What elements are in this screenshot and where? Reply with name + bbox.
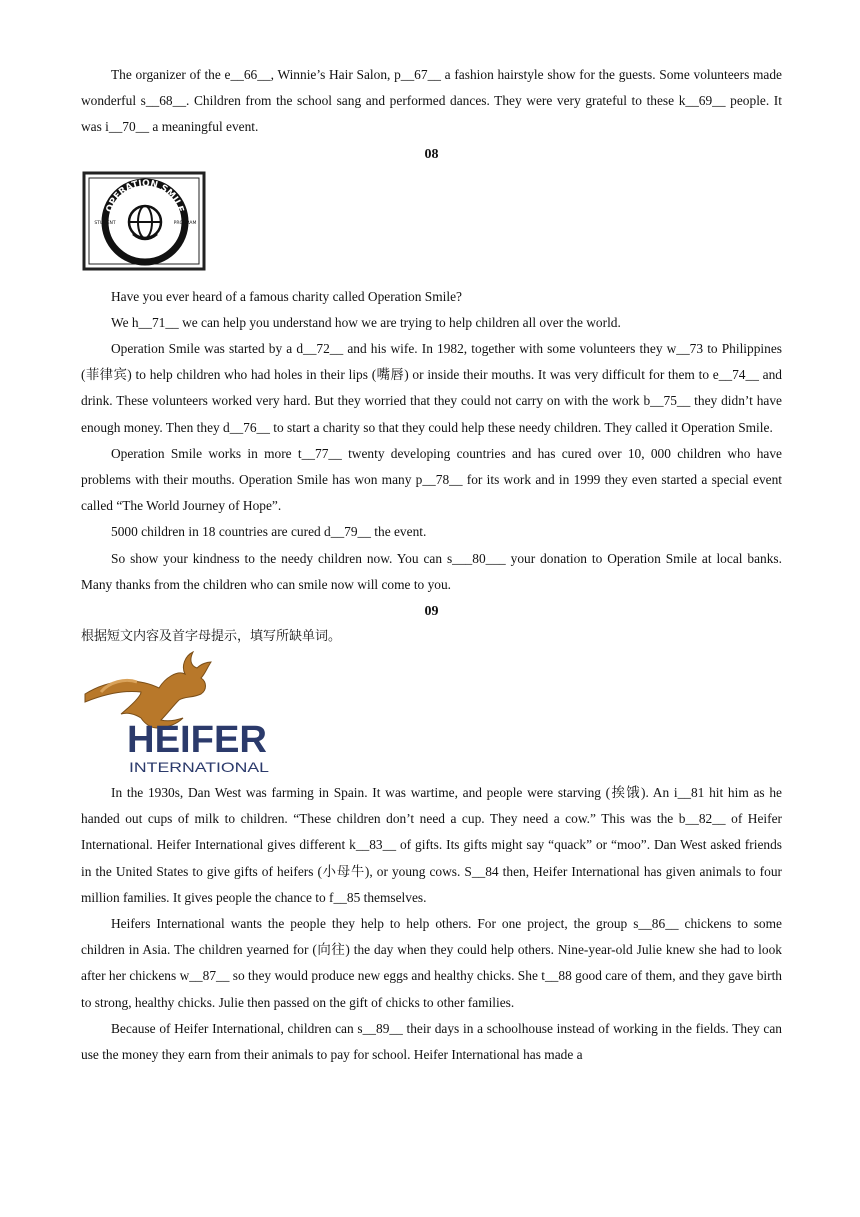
logo-word-international: INTERNATIONAL (129, 759, 270, 776)
heifer-international-logo (81, 648, 273, 776)
section-number-08: 08 (424, 146, 439, 162)
paragraph-72-76: Operation Smile was started by a d__72__ and his wife. In 1982, together with some volunteers they w__73 to Philippines (菲律宾) to help children who had holes in their lips (嘴唇) or inside their mouths. It was very difficult for them to e__74__ and drink. These volunteers worked very hard. But they worried that they could not carry on with the work b__75__ they didn’t have enough money. Then they d__76__ to start a charity so that they could help these needy children. They called it Operation Smile. (81, 341, 782, 435)
logo-text-top: OPERATION SMILE (104, 178, 186, 214)
paragraph-81-85: In the 1930s, Dan West was farming in Spain. It was wartime, and people were starving (挨饿). An i__81 hit him as he handed out cups of milk to children. “These children don’t need a cup. They need a cow.” This was the b__82__ of Heifer International. Heifer International gives different k__83__ of gifts. Its gifts might say “quack” or “moo”. Dan West asked friends in the United States to give gifts of heifers (小母牛), or young cows. S__84 then, Heifer International has given animals to four million families. It gives people the chance to f__85 themselves. (81, 785, 782, 905)
paragraph-79: 5000 children in 18 countries are cured d__79__ the event. (111, 524, 427, 540)
operation-smile-logo-graphic (81, 170, 209, 274)
section-number-09: 09 (424, 604, 439, 620)
paragraph-71: We h__71__ we can help you understand how we are trying to help children all over the world. (111, 314, 621, 330)
paragraph-89: Because of Heifer International, children can s__89__ their days in a schoolhouse instead of working in the fields. They can use the money they earn from their animals to pay for school. Heifer International has made a (81, 1020, 782, 1063)
paragraph-intro: Have you ever heard of a famous charity called Operation Smile? (111, 288, 462, 304)
logo-text-right: PROGRAM (173, 220, 197, 226)
paragraph-80: So show your kindness to the needy children now. You can s___80___ your donation to Operation Smile at local banks. Many thanks from the children who can smile now will come to you. (81, 550, 782, 592)
heifer-logo-graphic (81, 648, 273, 776)
paragraph-86-88: Heifers International wants the people they help to help others. For one project, the group s__86__ chickens to some children in Asia. The children yearned for (向往) the day when they could help others. Nine-year-old Julie knew she had to look after her chickens w__87__ so they would produce new eggs and healthy chicks. She t__88 good care of them, and they gave birth to strong, healthy chicks. Julie then passed on the gift of chicks to other families. (81, 916, 782, 1010)
paragraph-77-78: Operation Smile works in more t__77__ twenty developing countries and has cured over 10, 000 children who have problems with their mouths. Operation Smile has won many p__78__ for its work and in 1999 they even started a special event called “The World Journey of Hope”. (81, 445, 782, 514)
operation-smile-logo (81, 170, 209, 274)
logo-text-bottom: YOUTH TO YOUTH (118, 238, 172, 255)
paragraph-66-70: The organizer of the e__66__, Winnie’s Hair Salon, p__67__ a fashion hairstyle show for the guests. Some volunteers made wonderful s__68__. Children from the school sang and performed dances. They were very grateful to these k__69__ people. It was i__70__ a meaningful event. (81, 67, 782, 135)
document-page (81, 62, 782, 1068)
logo-word-heifer: HEIFER (127, 719, 267, 762)
logo-text-left: STUDENT (94, 220, 116, 226)
instruction-text: 根据短文内容及首字母提示，填写所缺单词。 (81, 628, 342, 644)
